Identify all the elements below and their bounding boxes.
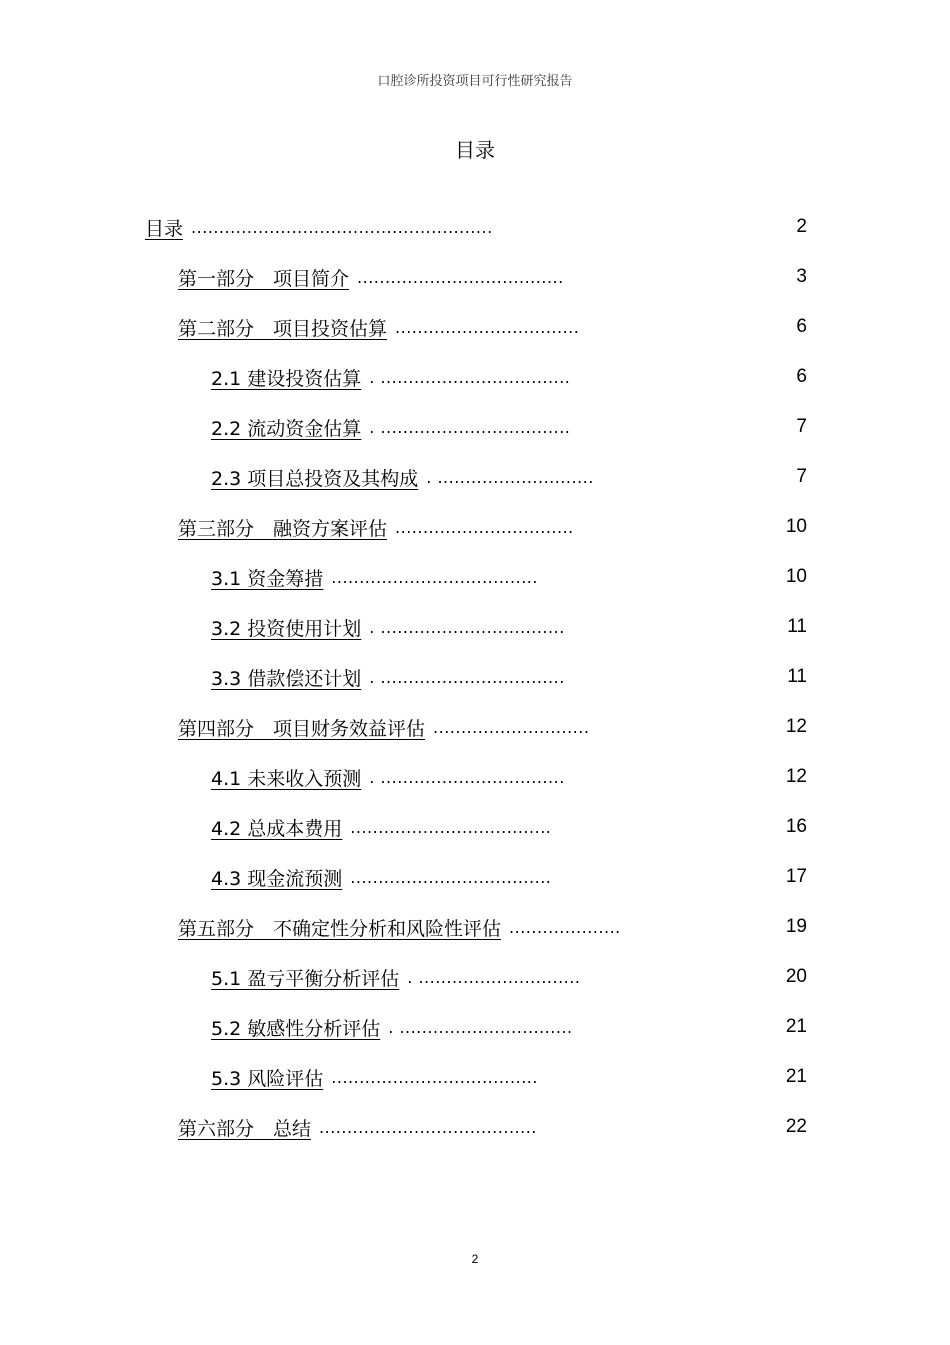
toc-entry[interactable] <box>178 509 807 545</box>
toc-entry[interactable] <box>211 1009 807 1045</box>
toc-page-number: 22 <box>785 1116 807 1137</box>
toc-page-number: 20 <box>785 966 807 987</box>
toc-page-number: 19 <box>785 916 807 937</box>
toc-entry-label[interactable]: 3.2 投资使用计划 <box>211 617 362 640</box>
toc-leader-dots: . ............................... <box>388 1017 573 1037</box>
toc-entry[interactable] <box>211 659 807 695</box>
toc-page-number: 12 <box>785 766 807 787</box>
toc-page-number: 16 <box>785 816 807 837</box>
toc-entry-label[interactable]: 3.1 资金筹措 <box>211 567 324 590</box>
toc-entry-label[interactable]: 目录 <box>145 217 184 240</box>
toc-entry[interactable] <box>211 959 807 995</box>
toc-entry-label[interactable]: 5.1 盈亏平衡分析评估 <box>211 967 400 990</box>
toc-entry[interactable] <box>178 909 807 945</box>
toc-leader-dots: . ................................. <box>369 767 565 787</box>
toc-entry-label[interactable]: 2.1 建设投资估算 <box>211 367 362 390</box>
toc-page-number: 10 <box>785 566 807 587</box>
toc-heading: 目录 <box>455 138 495 162</box>
toc-leader-dots: ..................................... <box>357 267 564 287</box>
toc-page-number: 17 <box>785 866 807 887</box>
toc-entry-label[interactable]: 第二部分 项目投资估算 <box>178 317 388 340</box>
toc-entry-label[interactable]: 第一部分 项目简介 <box>178 267 350 290</box>
toc-entry-label[interactable]: 第四部分 项目财务效益评估 <box>178 717 426 740</box>
toc-entry[interactable] <box>211 409 807 445</box>
toc-entry-label[interactable]: 3.3 借款偿还计划 <box>211 667 362 690</box>
toc-leader-dots: ...................................................... <box>191 217 493 237</box>
toc-entry-label[interactable]: 第六部分 总结 <box>178 1117 312 1140</box>
toc-leader-dots: ............................ <box>433 717 590 737</box>
toc-leader-dots: ..................................... <box>331 567 538 587</box>
toc-entry-label[interactable]: 2.2 流动资金估算 <box>211 417 362 440</box>
toc-leader-dots: .................................... <box>350 817 552 837</box>
toc-entry[interactable] <box>178 259 807 295</box>
toc-entry[interactable] <box>178 709 807 745</box>
toc-entry-label[interactable]: 4.2 总成本费用 <box>211 817 343 840</box>
toc-page-number: 7 <box>796 416 807 437</box>
page-number: 2 <box>471 1252 479 1266</box>
toc-page-number: 10 <box>785 516 807 537</box>
toc-page-number: 6 <box>796 316 807 337</box>
toc-leader-dots: . .................................. <box>369 417 571 437</box>
toc-entry[interactable] <box>211 859 807 895</box>
toc-page-number: 11 <box>787 616 807 637</box>
toc-leader-dots: ....................................... <box>319 1117 537 1137</box>
toc-leader-dots: .................................... <box>350 867 552 887</box>
toc-page-number: 2 <box>796 216 807 237</box>
toc-page-number: 21 <box>785 1066 807 1087</box>
running-header: 口腔诊所投资项目可行性研究报告 <box>377 74 573 89</box>
toc-leader-dots: ..................................... <box>331 1067 538 1087</box>
toc-leader-dots: ................................ <box>395 517 574 537</box>
toc-page-number: 11 <box>787 666 807 687</box>
toc-page-number: 21 <box>785 1016 807 1037</box>
toc-page-number: 12 <box>785 716 807 737</box>
toc-leader-dots: ................................. <box>395 317 580 337</box>
toc-entry[interactable] <box>211 1059 807 1095</box>
toc-entry-label[interactable]: 4.1 未来收入预测 <box>211 767 362 790</box>
toc-leader-dots: . ............................ <box>426 467 594 487</box>
toc-entry-label[interactable]: 5.2 敏感性分析评估 <box>211 1017 381 1040</box>
toc-leader-dots: . ................................. <box>369 667 565 687</box>
toc-entry[interactable] <box>211 609 807 645</box>
toc-entry-label[interactable]: 2.3 项目总投资及其构成 <box>211 467 419 490</box>
toc-entry-label[interactable]: 第三部分 融资方案评估 <box>178 517 388 540</box>
toc-entry[interactable] <box>178 309 807 345</box>
toc-leader-dots: . ............................. <box>407 967 581 987</box>
toc-entry-label[interactable]: 4.3 现金流预测 <box>211 867 343 890</box>
toc-entry[interactable] <box>211 359 807 395</box>
toc-entry-label[interactable]: 第五部分 不确定性分析和风险性评估 <box>178 917 502 940</box>
toc-entry[interactable] <box>178 1109 807 1145</box>
toc-page-number: 3 <box>796 266 807 287</box>
toc-entry[interactable] <box>211 809 807 845</box>
toc-page-number: 6 <box>796 366 807 387</box>
toc-entry[interactable] <box>145 209 807 245</box>
toc-leader-dots: . ................................. <box>369 617 565 637</box>
toc-entry[interactable] <box>211 759 807 795</box>
toc-leader-dots: .................... <box>509 917 621 937</box>
toc-entry[interactable] <box>211 459 807 495</box>
toc-entry-label[interactable]: 5.3 风险评估 <box>211 1067 324 1090</box>
toc-entry[interactable] <box>211 559 807 595</box>
toc-leader-dots: . .................................. <box>369 367 571 387</box>
toc-page-number: 7 <box>796 466 807 487</box>
